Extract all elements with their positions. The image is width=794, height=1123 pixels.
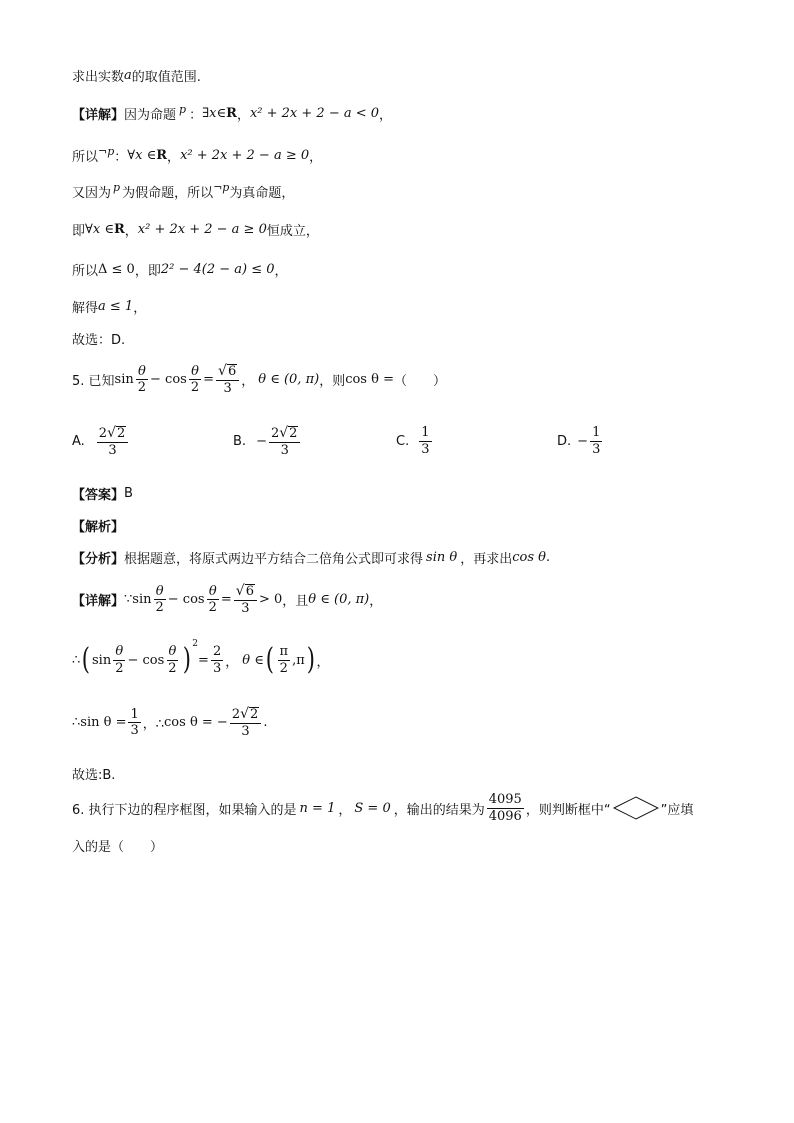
answer-line — [72, 484, 133, 503]
coefficient: 2 — [98, 426, 108, 441]
text: 即 — [72, 224, 86, 239]
math-symbol: ∈ — [216, 106, 227, 121]
math-set: R — [226, 106, 237, 121]
math-expr: θ ∈ (0, π) — [258, 372, 320, 388]
section-tag: 【解析】 — [72, 520, 125, 535]
math-expr: > 0 — [258, 592, 283, 608]
text: ， — [133, 301, 147, 316]
decision-diamond-icon — [613, 796, 659, 820]
question-text: 6. 执行下边的程序框图，如果输入的是 — [72, 802, 297, 818]
fraction — [590, 426, 602, 456]
exponent: 2 — [192, 639, 199, 650]
answer-choice-line — [72, 329, 125, 348]
math-expr: ∀x ∈ — [85, 222, 114, 237]
fraction: 2 √ 2 3 — [230, 707, 261, 738]
math-set: R — [156, 148, 168, 163]
text: ： — [114, 150, 128, 165]
answer-blank: （ ） — [393, 374, 446, 390]
detail-line-3 — [72, 182, 294, 201]
math-var: p — [179, 103, 187, 116]
coefficient: 2 — [231, 707, 241, 722]
text: . — [545, 550, 551, 565]
fraction: 2 √ 2 3 — [269, 426, 300, 457]
math-func: sin — [132, 592, 152, 608]
fraction-num: π — [279, 644, 289, 659]
math-const: π — [296, 652, 305, 668]
question-6-cont — [72, 836, 163, 855]
fraction-num: θ — [208, 583, 217, 599]
detail-line-1 — [72, 104, 392, 123]
text: ，且 — [282, 594, 309, 610]
text: ， — [167, 150, 181, 165]
text: ， — [379, 108, 393, 123]
detail-step-2: ∴ ( sin $\frac{\theta}{2}$ − cos $\frac{\theta}{2}$ ) $^2$ = $\frac{2}{3}$ ， θ ∈ ( $\frac{\pi}{2}$ , π ) ， — [72, 639, 330, 678]
text: ， — [225, 654, 239, 670]
option-label: D. — [557, 433, 572, 449]
fraction-num: θ — [168, 644, 177, 659]
text: 为假命题，所以 — [122, 186, 214, 201]
math-expr: x² + 2x + 2 − a ≥ 0 — [137, 222, 267, 237]
math-func: − cos — [127, 652, 165, 668]
option-d — [557, 426, 604, 456]
fraction-den: 2 — [115, 660, 124, 676]
detail-line-4 — [72, 220, 319, 239]
fraction-den: 2 — [137, 380, 147, 396]
fraction-den: 3 — [280, 442, 289, 458]
fraction-den: 3 — [130, 723, 139, 739]
fraction-den: 3 — [592, 441, 601, 457]
text: 所以 — [72, 150, 99, 165]
section-tag: 【答案】 — [72, 488, 125, 503]
math-expr: n = 1 — [299, 800, 336, 816]
math-symbol: = — [198, 652, 209, 668]
radicand: 2 — [289, 426, 298, 441]
text: ， — [124, 224, 138, 239]
text: 根据题意，将原式两边平方结合二倍角公式即可求得 — [124, 552, 424, 567]
radicand: 6 — [227, 364, 237, 379]
section-tag: 【分析】 — [72, 552, 125, 567]
fraction-den: 2 — [279, 660, 288, 676]
fraction-den: 3 — [223, 380, 232, 396]
because-symbol: ∵ — [124, 592, 133, 608]
fraction: √ 6 3 — [234, 584, 257, 615]
math-symbol: = — [203, 372, 215, 388]
text: ， — [316, 654, 330, 670]
option-label: B. — [233, 434, 247, 450]
math-expr: cos θ = — [345, 372, 394, 388]
left-paren: ( — [82, 642, 91, 678]
detail-line-2 — [72, 146, 322, 165]
text: ， — [241, 374, 255, 390]
right-paren: ) — [182, 642, 191, 678]
analysis-heading — [72, 516, 124, 535]
math-expr: a ≤ 1 — [98, 299, 134, 314]
fraction — [211, 645, 223, 675]
detail-line-5 — [72, 260, 288, 279]
math-expr: cos θ = − — [164, 715, 228, 731]
text: ，输出的结果为 — [393, 802, 485, 818]
fraction — [154, 585, 166, 615]
math-set: R — [113, 222, 125, 237]
math-symbol: = — [220, 592, 232, 608]
math-var: x — [209, 106, 217, 121]
section-tag: 【详解】 — [72, 594, 125, 610]
text: 故选:B. — [72, 768, 116, 783]
option-label: C. — [396, 433, 410, 449]
math-func: − cos — [150, 372, 187, 388]
math-expr: sin θ = — [80, 715, 127, 731]
text: ，则判断框中“ — [525, 802, 611, 818]
left-paren: ( — [265, 642, 274, 678]
math-expr: x² + 2x + 2 − a < 0 — [249, 106, 380, 121]
fraction-num: θ — [191, 363, 199, 379]
text: ， — [309, 150, 323, 165]
math-expr: sin θ — [426, 550, 458, 565]
option-b — [233, 426, 302, 457]
text: 求出实数 — [72, 70, 125, 85]
fraction-den: 3 — [212, 660, 222, 676]
text: 所以 — [72, 264, 99, 279]
math-expr: S = 0 — [354, 800, 391, 816]
option-c — [396, 426, 434, 456]
text: ， — [236, 108, 250, 123]
fraction — [278, 645, 291, 675]
fraction-num: θ — [115, 644, 124, 659]
text: ： — [189, 108, 203, 123]
fraction-den: 3 — [421, 441, 430, 457]
math-expr: x² + 2x + 2 − a ≥ 0 — [180, 148, 310, 163]
right-paren: ) — [306, 642, 315, 678]
question-number: 5. 已知 — [72, 374, 115, 390]
text: 恒成立， — [266, 224, 319, 239]
fraction — [419, 426, 431, 456]
question-6 — [72, 793, 693, 823]
text-line-1 — [72, 66, 201, 85]
math-expr: ¬p — [213, 181, 230, 194]
text: 为真命题， — [229, 186, 295, 201]
radicand: 2 — [117, 426, 126, 441]
math-var: p — [113, 181, 121, 194]
fraction-num: 1 — [130, 706, 139, 722]
fraction — [128, 708, 140, 738]
coefficient: 2 — [270, 426, 280, 441]
fraction — [113, 645, 125, 675]
text: 又因为 — [72, 186, 112, 201]
option-a — [72, 426, 130, 457]
therefore-symbol: ∴ — [72, 715, 81, 731]
math-expr: ¬p — [98, 145, 115, 158]
text: ，即 — [134, 264, 161, 279]
fraction: 2 √ 2 3 — [97, 426, 128, 457]
fraction — [207, 585, 219, 615]
fraction-num: θ — [155, 583, 164, 599]
fraction-num: 4095 — [488, 792, 522, 807]
math-symbol: ∃ — [202, 106, 210, 121]
math-func: − cos — [167, 592, 205, 608]
fraction: √ 6 3 — [216, 364, 239, 395]
math-expr: 2² − 4(2 − a) ≤ 0 — [160, 262, 275, 277]
text: ， — [274, 264, 288, 279]
answer-choice-line-2 — [72, 764, 115, 783]
math-func: sin — [114, 372, 134, 388]
fraction-den: 3 — [108, 442, 117, 458]
text: ，再求出 — [460, 552, 513, 567]
detail-line-6 — [72, 297, 146, 316]
text: ”应填 — [660, 802, 694, 818]
fraction — [166, 645, 178, 675]
fraction-den: 2 — [190, 380, 200, 396]
text: 解得 — [72, 301, 99, 316]
fraction-den: 4096 — [488, 808, 522, 824]
therefore-symbol: ∴ — [72, 652, 81, 668]
fraction — [487, 793, 524, 823]
question-5 — [72, 364, 446, 395]
text: . — [263, 715, 268, 731]
math-expr: θ ∈ — [242, 652, 264, 668]
sign: − — [577, 433, 589, 449]
math-expr: ∀x ∈ — [127, 148, 157, 163]
text: ， — [338, 802, 352, 818]
fraction — [136, 365, 148, 395]
fraction-num: 1 — [421, 425, 430, 440]
fraction-den: 2 — [155, 600, 164, 616]
fraction-num: 1 — [592, 425, 601, 440]
fraction-den: 2 — [168, 660, 177, 676]
text: ， — [369, 594, 383, 610]
fraction-den: 3 — [241, 723, 250, 739]
detail-step-1 — [72, 584, 382, 615]
math-expr: cos θ — [512, 550, 546, 565]
math-var: a — [124, 68, 132, 83]
section-tag: 【详解】 — [72, 108, 125, 123]
fraction-den: 2 — [208, 600, 217, 616]
radicand: 6 — [245, 584, 254, 599]
radicand: 2 — [250, 707, 259, 722]
fraction-num: 2 — [212, 644, 222, 659]
fraction — [189, 365, 201, 395]
analysis-line — [72, 548, 550, 567]
option-label: A. — [72, 434, 85, 450]
text: 故选：D. — [72, 333, 126, 348]
fraction-num: θ — [137, 363, 146, 379]
question-text: 入的是（ ） — [72, 840, 164, 855]
text: ，则 — [319, 374, 346, 390]
sign: − — [256, 434, 267, 450]
fraction-den: 3 — [241, 600, 250, 616]
math-expr: Δ ≤ 0 — [98, 262, 135, 277]
math-func: sin — [92, 652, 112, 668]
text: 因为命题 — [124, 108, 177, 123]
math-expr: θ ∈ (0, π) — [308, 592, 370, 608]
text: 的取值范围. — [131, 70, 201, 85]
answer-value: B — [124, 486, 133, 501]
text: ，∴ — [142, 717, 165, 733]
detail-step-3 — [72, 707, 267, 738]
